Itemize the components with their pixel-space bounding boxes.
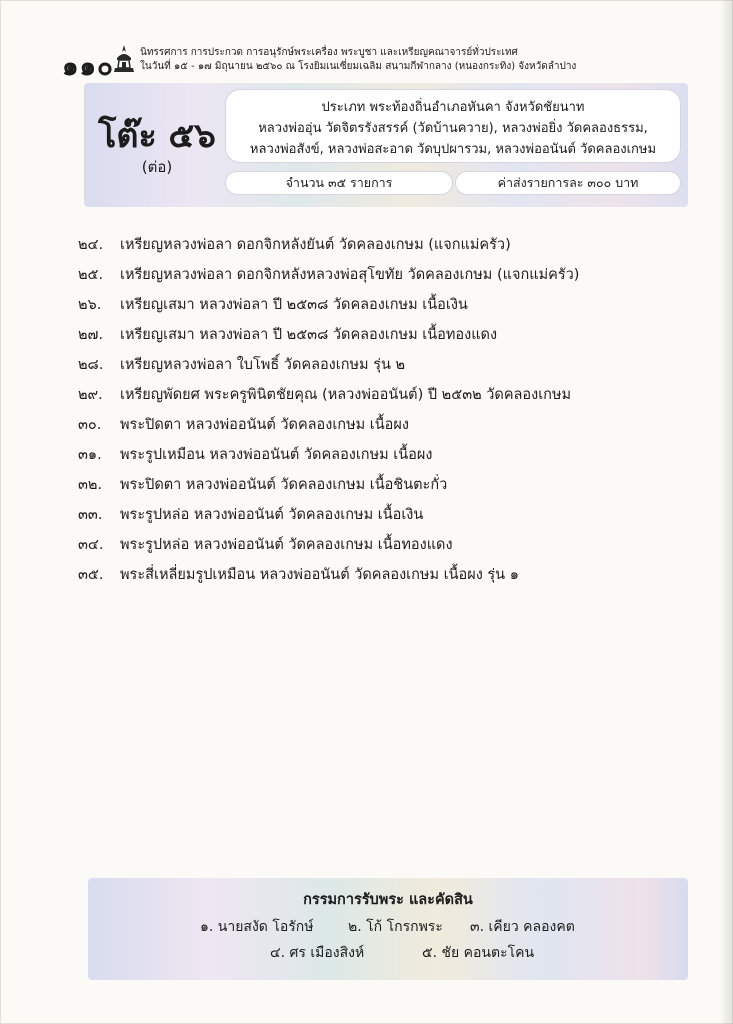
list-item bbox=[78, 473, 447, 499]
item-number: ๓๒. bbox=[78, 477, 103, 493]
item-description: เหรียญเสมา หลวงพ่อลา ปี ๒๕๓๘ วัดคลองเกษม เนื้อทองแดง bbox=[120, 327, 498, 343]
item-description: พระรูปหล่อ หลวงพ่ออนันต์ วัดคลองเกษม เนื้อเงิน bbox=[120, 507, 424, 523]
item-description: เหรียญเสมา หลวงพ่อลา ปี ๒๕๓๘ วัดคลองเกษม เนื้อเงิน bbox=[120, 297, 468, 313]
item-number: ๒๘. bbox=[78, 357, 104, 373]
header-event-date-venue: ในวันที่ ๑๕ - ๑๗ มิถุนายน ๒๕๖๐ ณ โรงยิมเนเซี่ยมเฉลิม สนามกีฬากลาง (หนองกระทิง) จังหวัดลำปาง bbox=[140, 61, 577, 72]
list-item bbox=[78, 503, 423, 529]
item-count-pill: จำนวน ๓๕ รายการ bbox=[226, 172, 452, 194]
item-description: เหรียญพัดยศ พระครูพินิตชัยคุณ (หลวงพ่ออนันต์) ปี ๒๕๓๒ วัดคลองเกษม bbox=[120, 387, 572, 403]
committee-member: ๔. ศร เมืองสิงห์ bbox=[270, 945, 365, 961]
item-description: พระรูปหล่อ หลวงพ่ออนันต์ วัดคลองเกษม เนื้อทองแดง bbox=[120, 537, 453, 553]
item-number: ๒๔. bbox=[78, 237, 104, 253]
committee-member: ๓. เคียว คลองคต bbox=[470, 919, 575, 935]
table-continued-label: (ต่อ) bbox=[141, 158, 173, 176]
item-number: ๒๕. bbox=[78, 267, 104, 283]
list-item bbox=[78, 443, 432, 469]
category-description-box bbox=[226, 90, 680, 162]
list-item bbox=[78, 233, 511, 259]
list-item bbox=[78, 563, 519, 589]
committee-member: ๒. โก้ โกรกพระ bbox=[348, 919, 443, 935]
item-number: ๓๔. bbox=[78, 537, 104, 553]
category-line: หลวงพ่อสังข์, หลวงพ่อสะอาด วัดบุปผารวม, หลวงพ่ออนันต์ วัดคลองเกษม bbox=[249, 142, 657, 157]
category-line: หลวงพ่ออุ่น วัดจิตรรังสรรค์ (วัดบ้านควาย), หลวงพ่อยิ่ง วัดคลองธรรม, bbox=[258, 121, 648, 136]
entry-fee-pill: ค่าส่งรายการละ ๓๐๐ บาท bbox=[456, 172, 680, 194]
item-number: ๓๑. bbox=[78, 447, 102, 463]
item-description: พระรูปเหมือน หลวงพ่ออนันต์ วัดคลองเกษม เนื้อผง bbox=[120, 447, 433, 463]
item-description: พระปิดตา หลวงพ่ออนันต์ วัดคลองเกษม เนื้อชินตะกั่ว bbox=[120, 477, 448, 493]
list-item bbox=[78, 323, 497, 349]
item-description: เหรียญหลวงพ่อลา ดอกจิกหลังหลวงพ่อสุโขทัย วัดคลองเกษม (แจกแม่ครัว) bbox=[120, 267, 580, 283]
item-number: ๒๖. bbox=[78, 297, 102, 313]
item-number: ๒๙. bbox=[78, 387, 103, 403]
page-number: ๑๑๐ bbox=[62, 52, 114, 82]
committee-title: กรรมการรับพระ และคัดสิน bbox=[303, 892, 473, 908]
header-event-title: นิทรรศการ การประกวด การอนุรักษ์พระเครื่อง พระบูชา และเหรียญคณาจารย์ทั่วประเทศ bbox=[140, 47, 518, 58]
item-description: เหรียญหลวงพ่อลา ใบโพธิ์ วัดคลองเกษม รุ่น ๒ bbox=[120, 357, 406, 373]
list-item bbox=[78, 293, 468, 319]
list-item bbox=[78, 263, 579, 289]
page-edge-shadow bbox=[719, 0, 733, 1024]
committee-banner bbox=[88, 878, 688, 980]
committee-member: ๕. ชัย คอนตะโคน bbox=[422, 945, 535, 961]
item-description: เหรียญหลวงพ่อลา ดอกจิกหลังยันต์ วัดคลองเกษม (แจกแม่ครัว) bbox=[120, 237, 511, 253]
temple-emblem-icon bbox=[113, 44, 135, 74]
table-number-label: โต๊ะ ๕๖ bbox=[98, 116, 216, 156]
list-item bbox=[78, 353, 405, 379]
item-number: ๓๐. bbox=[78, 417, 102, 433]
list-item bbox=[78, 533, 453, 559]
list-item bbox=[78, 383, 571, 409]
item-description: พระสี่เหลี่ยมรูปเหมือน หลวงพ่ออนันต์ วัดคลองเกษม เนื้อผง รุ่น ๑ bbox=[120, 567, 519, 583]
item-number: ๓๕. bbox=[78, 567, 104, 583]
item-number: ๒๗. bbox=[78, 327, 104, 343]
committee-member: ๑. นายสงัด โอรักษ์ bbox=[200, 919, 314, 935]
item-description: พระปิดตา หลวงพ่ออนันต์ วัดคลองเกษม เนื้อผง bbox=[120, 417, 409, 433]
item-number: ๓๓. bbox=[78, 507, 103, 523]
category-line: ประเภท พระท้องถิ่นอำเภอหันคา จังหวัดชัยนาท bbox=[321, 100, 585, 115]
list-item bbox=[78, 413, 409, 439]
